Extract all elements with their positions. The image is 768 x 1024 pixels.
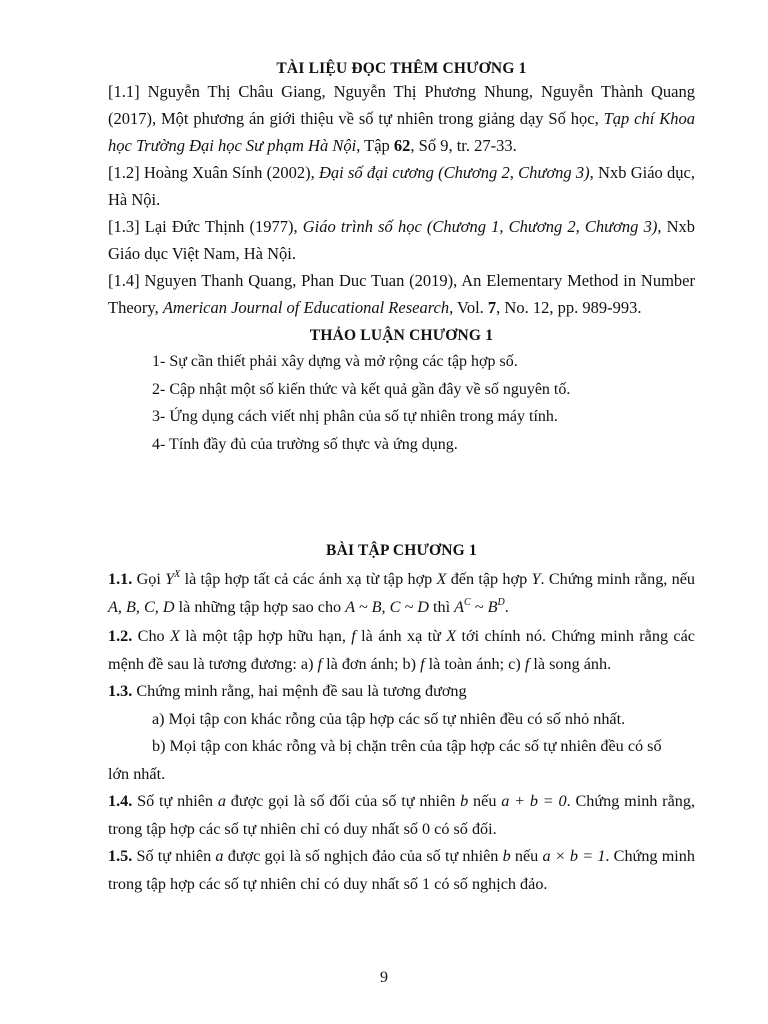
references-title: TÀI LIỆU ĐỌC THÊM CHƯƠNG 1 [276, 60, 527, 77]
exercises-title: BÀI TẬP CHƯƠNG 1 [326, 542, 477, 559]
discussion-title: THẢO LUẬN CHƯƠNG 1 [309, 327, 494, 344]
exercise-1-5: 1.5. Số tự nhiên a được gọi là số nghịch đảo của số tự nhiên b nếu a × b = 1. Chứng minh trong tập hợp các số tự nhiên chỉ có duy nhất số 1 có số nghịch đảo. [108, 847, 695, 893]
exercise-1-1: 1.1. Gọi $Y^X$ là tập hợp tất cả các ánh xạ từ tập hợp X đến tập hợp Y. Chứng minh rằng, nếu A, B, C, D là những tập hợp sao cho A ~ B, C ~ D thì $A^C$ ~ $B^D$. [108, 569, 696, 616]
reference-3: [1.3] Lại Đức Thịnh (1977), Giáo trình số học (Chương 1, Chương 2, Chương 3), Nxb Giáo dục Việt Nam, Hà Nội. [108, 217, 695, 263]
exercise-1-2: 1.2. Cho X là một tập hợp hữu hạn, f là ánh xạ từ X tới chính nó. Chứng minh rằng các mệnh đề sau là tương đương: a) f là đơn ánh; b) f là toàn ánh; c) f là song ánh. [108, 627, 695, 673]
document-page [108, 60, 695, 898]
exercise-1-3-a: a) Mọi tập con khác rỗng của tập hợp các số tự nhiên đều có số nhỏ nhất. [152, 709, 626, 728]
reference-1: [1.1] Nguyễn Thị Châu Giang, Nguyễn Thị Phương Nhung, Nguyễn Thành Quang (2017), Một phương án giới thiệu về số tự nhiên trong giảng dạy Số học, Tạp chí Khoa học Trường Đại học Sư phạm Hà Nội, Tập 62, Số 9, tr. 27-33. [108, 82, 695, 155]
reference-4: [1.4] Nguyen Thanh Quang, Phan Duc Tuan (2019), An Elementary Method in Number Theory, American Journal of Educational Research, Vol. 7, No. 12, pp. 989-993. [108, 271, 695, 317]
discussion-list [108, 348, 695, 458]
exercise-1-3-b-cont: lớn nhất. [108, 764, 166, 783]
discussion-item: 1- Sự cần thiết phải xây dựng và mở rộng các tập hợp số. [152, 353, 518, 370]
discussion-item: 3- Ứng dụng cách viết nhị phân của số tự nhiên trong máy tính. [152, 408, 558, 425]
page-number: 9 [380, 969, 388, 986]
discussion-item: 2- Cập nhật một số kiến thức và kết quả gần đây về số nguyên tố. [152, 380, 571, 398]
exercise-1-3: 1.3. Chứng minh rằng, hai mệnh đề sau là tương đương [108, 682, 467, 700]
discussion-item: 4- Tính đầy đủ của trường số thực và ứng dụng. [152, 435, 458, 453]
exercise-1-3-b: b) Mọi tập con khác rỗng và bị chặn trên của tập hợp các số tự nhiên đều có số [152, 737, 662, 755]
reference-2: [1.2] Hoàng Xuân Sính (2002), Đại số đại cương (Chương 2, Chương 3), Nxb Giáo dục, Hà Nội. [108, 163, 695, 209]
exercise-1-4: 1.4. Số tự nhiên a được gọi là số đối của số tự nhiên b nếu a + b = 0. Chứng minh rằng, trong tập hợp các số tự nhiên chỉ có duy nhất số 0 có số đối. [108, 792, 695, 838]
